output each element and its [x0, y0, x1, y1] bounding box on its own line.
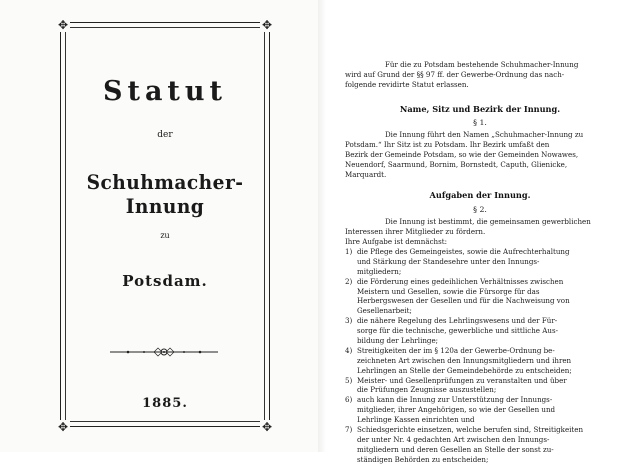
- text-line: mitgliedern;: [357, 266, 402, 276]
- text-line: Lehrlinge Kassen einrichten und: [357, 415, 475, 425]
- text-line: Interessen ihrer Mitglieder zu fördern.: [345, 226, 486, 236]
- text-line: der unter Nr. 4 gedachten Art zwischen den Innungs-: [357, 434, 550, 444]
- text-line: Die Innung ist bestimmt, die gemeinsamen gewerblichen: [385, 217, 591, 226]
- section-heading: Name, Sitz und Bezirk der Innung.: [399, 104, 561, 114]
- text-line: Neuendorf, Saarmund, Bornim, Bornstedt, Caputh, Glienicke,: [345, 159, 568, 169]
- text-line: Herbergswesen der Gesellen und für die Nachweisung von: [357, 296, 570, 306]
- list-item: [345, 277, 615, 317]
- title-zu: zu: [160, 231, 170, 240]
- intro-paragraph: [345, 60, 615, 90]
- item-number: 2): [345, 276, 353, 286]
- text-line: folgende revidirte Statut erlassen.: [345, 79, 469, 89]
- text-line: Potsdam.“ Ihr Sitz ist zu Potsdam. Ihr Bezirk umfaßt den: [345, 139, 550, 149]
- text-line: Lehrlingen an Stelle der Gemeindebehörde zu entscheiden;: [357, 365, 572, 375]
- title-statut: Statut: [102, 76, 228, 107]
- text-line: Ihre Aufgabe ist demnächst:: [345, 236, 447, 246]
- text-line: Gesellenarbeit;: [357, 306, 412, 316]
- text-line: mitglieder, ihrer Angehörigen, so wie der Gesellen und: [357, 405, 556, 415]
- section-2-text: [345, 217, 615, 247]
- text-line: und Stärkung der Standesehre unter den Innungs-: [357, 256, 540, 266]
- frame-corner-ornament-icon: ✥: [57, 420, 69, 434]
- frame-corner-ornament-icon: ✥: [57, 18, 69, 32]
- item-number: 1): [345, 247, 353, 256]
- text-line: die Pflege des Gemeingeistes, sowie die Aufrechterhaltung: [357, 247, 570, 256]
- frame-corner-ornament-icon: ✥: [261, 420, 273, 434]
- item-number: 7): [345, 425, 353, 435]
- text-line: Für die zu Potsdam bestehende Schuhmacher-Innung: [385, 60, 579, 69]
- list-item: [345, 316, 615, 346]
- text-line: Meister- und Gesellenprüfungen zu veranstalten und über: [357, 375, 567, 385]
- text-line: auch kann die Innung zur Unterstützung der Innungs-: [357, 395, 553, 405]
- tasks-list: [345, 247, 615, 465]
- text-line: wird auf Grund der §§ 97 ff. der Gewerbe-Ordnung das nach-: [345, 69, 565, 79]
- list-item: [345, 425, 615, 465]
- title-city: Potsdam.: [122, 272, 208, 290]
- text-line: Bezirk der Gemeinde Potsdam, so wie der Gemeinden Nowawes,: [345, 149, 579, 159]
- text-line: Schiedsgerichte einsetzen, welche berufen sind, Streitigkeiten: [357, 425, 584, 435]
- page-gutter: [318, 0, 326, 452]
- frame-corner-ornament-icon: ✥: [261, 18, 273, 32]
- text-line: Marquardt.: [345, 169, 387, 179]
- paragraph-number: § 2.: [473, 205, 487, 214]
- text-line: die nähere Regelung des Lehrlingswesens und der Für-: [357, 316, 558, 326]
- section-1-text: [345, 130, 615, 179]
- title-year: 1885.: [142, 396, 188, 411]
- list-item: [345, 395, 615, 425]
- title-der: der: [157, 130, 173, 140]
- text-line: Streitigkeiten der im § 120a der Gewerbe-Ordnung be-: [357, 345, 555, 355]
- text-line: Meistern und Gesellen, sowie die Fürsorge für das: [357, 286, 540, 296]
- item-number: 6): [345, 395, 353, 405]
- item-number: 5): [345, 375, 353, 385]
- text-line: ständigen Behörden zu entscheiden;: [357, 454, 489, 464]
- text-line: die Prüfungen Zeugnisse auszustellen;: [357, 385, 497, 395]
- title-guild-name: Schuhmacher-Innung: [86, 170, 244, 218]
- paragraph-number: § 1.: [473, 118, 487, 127]
- ornament-divider-icon: [108, 345, 220, 359]
- item-number: 3): [345, 316, 353, 326]
- item-number: 4): [345, 345, 353, 355]
- text-line: die Förderung eines gedeihlichen Verhältnisses zwischen: [357, 276, 564, 286]
- list-item: [345, 247, 615, 277]
- text-line: mitgliedern und deren Gesellen an Stelle der sonst zu-: [357, 444, 554, 454]
- text-line: Die Innung führt den Namen „Schuhmacher-Innung zu: [385, 130, 584, 139]
- list-item: [345, 346, 615, 376]
- list-item: [345, 376, 615, 396]
- section-heading: Aufgaben der Innung.: [429, 190, 531, 200]
- text-line: sorge für die technische, gewerbliche und sittliche Aus-: [357, 326, 558, 336]
- text-line: zeichneten Art zwischen den Innungsmitgliedern und ihren: [357, 355, 572, 365]
- text-line: bildung der Lehrlinge;: [357, 336, 439, 346]
